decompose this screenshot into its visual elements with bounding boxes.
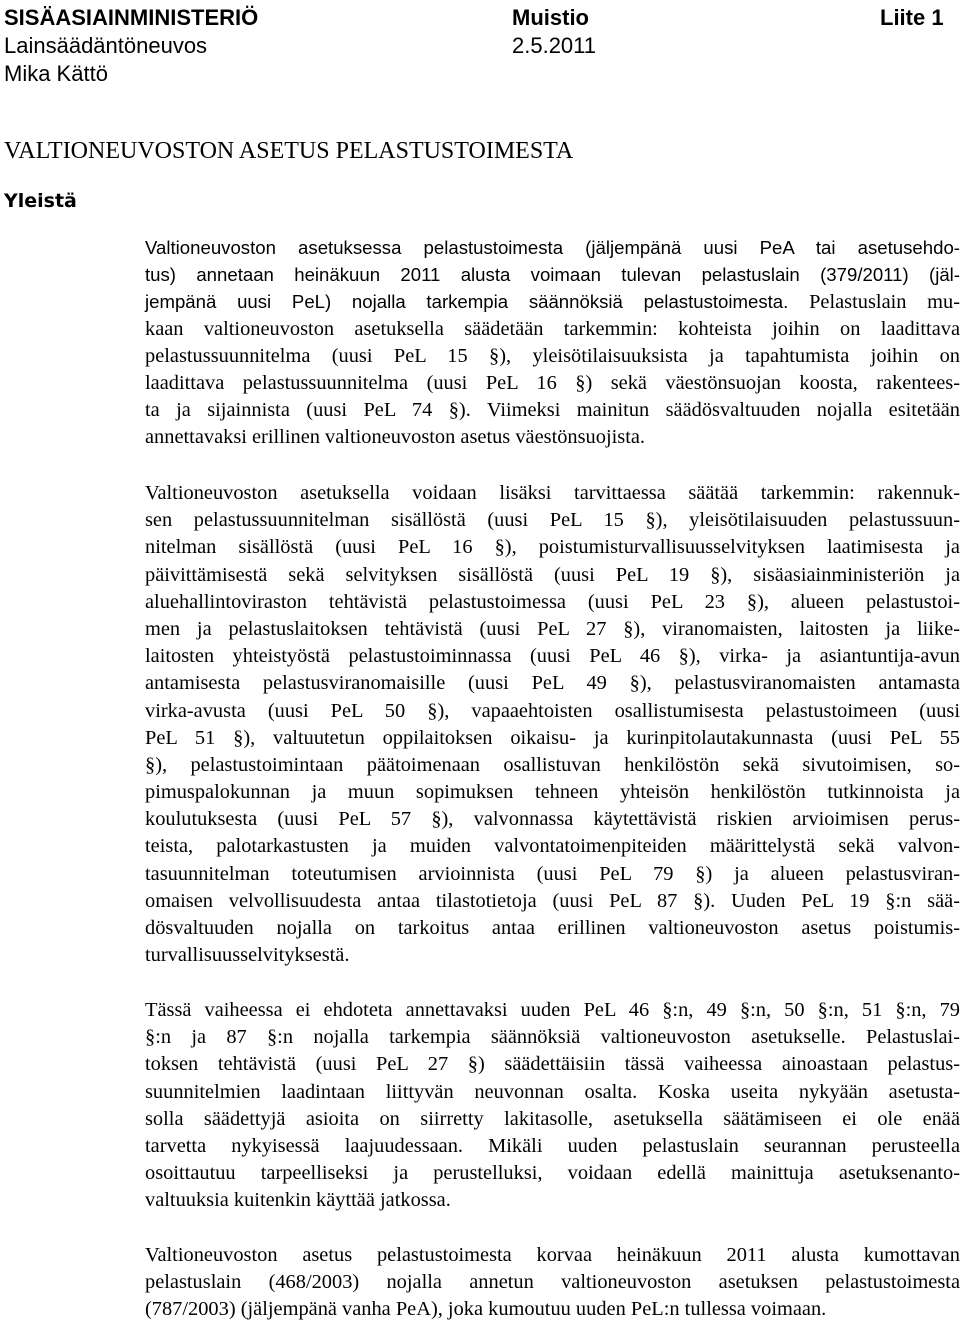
- text-line: [145, 316, 960, 343]
- text-line: [145, 1051, 960, 1078]
- attachment-label: Liite 1: [880, 5, 944, 30]
- text-segment: Valtioneuvoston asetuksella voidaan lisäksi tarvittaessa säätää tarkemmin: rakennuk-: [145, 482, 960, 504]
- text-segment: solla säädettyjä asioita on siirretty lakitasolle, asetuksella säätämiseen ei ole enää: [145, 1107, 960, 1130]
- text-line: [145, 1269, 960, 1296]
- text-line: [145, 643, 960, 670]
- text-segment: PeL 51 §), valtuutetun oppilaitoksen oikaisu- ja kurinpitolautakunnasta (uusi PeL 55: [145, 726, 960, 749]
- document-date: 2.5.2011: [512, 33, 597, 58]
- text-segment: kaan valtioneuvoston asetuksella säädetään tarkemmin: kohteista joihin on laadittava: [145, 317, 960, 340]
- text-line: [145, 534, 960, 561]
- text-segment: nitelman sisällöstä (uusi PeL 16 §), poistumisturvallisuusselvityksen laatimisesta ja: [145, 536, 960, 559]
- text-line: [145, 942, 960, 969]
- text-segment: antamisesta pelastusviranomaisille (uusi PeL 49 §), pelastusviranomaisten antamasta: [145, 672, 960, 695]
- text-line: [145, 562, 960, 589]
- text-segment: §:n ja 87 §:n nojalla tarkempia säännöksiä valtioneuvoston asetukselle. Pelastuslai-: [145, 1026, 960, 1049]
- text-segment: tarvetta nykyisessä laajuudessaan. Mikäli uuden pelastuslain seurannan perusteella: [145, 1134, 960, 1157]
- text-segment: tasuunnitelman toteutumisen arvioinnista (uusi PeL 79 §) ja alueen pelastusviran-: [145, 862, 960, 885]
- document-title: VALTIONEUVOSTON ASETUS PELASTUSTOIMESTA: [4, 138, 574, 164]
- text-line: [145, 507, 960, 534]
- text-line: [145, 1106, 960, 1133]
- text-line: [145, 698, 960, 725]
- text-line: [145, 888, 960, 915]
- unit-name: Lainsäädäntöneuvos: [4, 33, 208, 58]
- paragraph-1: [145, 234, 960, 452]
- text-line: [145, 1187, 960, 1214]
- text-line: [145, 616, 960, 643]
- text-segment: dösvaltuuden nojalla on tarkoitus antaa erillinen valtioneuvoston asetus poistumis-: [145, 917, 960, 939]
- text-segment: omaisen velvollisuudesta antaa tilastotietoja (uusi PeL 87 §). Uuden PeL 19 §:n sää-: [145, 889, 960, 912]
- text-segment: sen pelastussuunnitelman sisällöstä (uusi PeL 15 §), yleisötilaisuuden pelastussuun-: [145, 509, 960, 532]
- text-segment: suunnitelmien laadintaan liittyvän neuvonnan osalta. Koska useita nykyään asetusta-: [145, 1080, 960, 1103]
- text-line: [145, 806, 960, 833]
- text-line: [145, 779, 960, 806]
- text-line: [145, 261, 960, 288]
- text-line: [145, 1160, 960, 1187]
- text-line: [145, 670, 960, 697]
- text-line: [145, 861, 960, 888]
- author-name: Mika Kättö: [4, 61, 108, 86]
- text-line: [145, 725, 960, 752]
- text-segment: virka-avusta (uusi PeL 50 §), vapaaehtoisten osallistumisesta pelastustoimeen (uusi: [145, 699, 960, 722]
- text-segment: pelastussuunnitelma (uusi PeL 15 §), yleisötilaisuuksista ja tapahtumista joihin on: [145, 344, 960, 367]
- text-segment: laadittava pelastussuunnitelma (uusi PeL 16 §) sekä väestönsuojan koosta, rakentees-: [145, 371, 960, 394]
- text-line: [145, 1024, 960, 1051]
- paragraph-2: [145, 480, 960, 969]
- text-segment: turvallisuusselvityksestä.: [145, 944, 350, 967]
- text-segment: Tässä vaiheessa ei ehdoteta annettavaksi uuden PeL 46 §:n, 49 §:n, 50 §:n, 51 §:n, 79: [145, 999, 960, 1021]
- text-line: [145, 1242, 960, 1269]
- text-line: [145, 1079, 960, 1106]
- text-line: [145, 915, 960, 942]
- text-line: [145, 424, 960, 451]
- text-segment: jempänä uusi PeL) nojalla tarkempia säännöksiä pelastustoimesta.: [145, 291, 810, 313]
- ministry-name: SISÄASIAINMINISTERIÖ: [4, 5, 259, 30]
- paragraph-3: [145, 997, 960, 1215]
- text-segment: laitosten yhteistyöstä pelastustoiminnassa (uusi PeL 46 §), virka- ja asiantuntija-avun: [145, 645, 960, 668]
- text-segment: osoittautuu tarpeelliseksi ja perustelluksi, voidaan edellä mainittuja asetuksenanto-: [145, 1162, 960, 1185]
- text-line: [145, 480, 960, 507]
- text-segment: annettavaksi erillinen valtioneuvoston asetus väestönsuojista.: [145, 426, 646, 449]
- text-segment: (787/2003) (jäljempänä vanha PeA), joka kumoutuu uuden PeL:n tullessa voimaan.: [145, 1298, 827, 1321]
- text-segment: valtuuksia kuitenkin käyttää jatkossa.: [145, 1189, 451, 1212]
- text-segment: pelastuslain (468/2003) nojalla annetun valtioneuvoston asetuksen pelastustoimesta: [145, 1271, 960, 1294]
- text-segment: Valtioneuvoston asetus pelastustoimesta korvaa heinäkuun 2011 alusta kumottavan: [145, 1244, 960, 1266]
- text-segment: aluehallintoviraston tehtävistä pelastustoimessa (uusi PeL 23 §), alueen pelastustoi-: [145, 590, 960, 613]
- text-line: [145, 1133, 960, 1160]
- text-line: [145, 833, 960, 860]
- text-segment: ta ja sijainnista (uusi PeL 74 §). Viimeksi mainitun säädösvaltuuden nojalla esitetään: [145, 399, 960, 422]
- text-line: [145, 234, 960, 261]
- paragraph-4: [145, 1242, 960, 1324]
- text-segment: men ja pelastuslaitoksen tehtävistä (uusi PeL 27 §), viranomaisten, laitosten ja liike-: [145, 617, 960, 640]
- text-line: [145, 589, 960, 616]
- text-line: [145, 752, 960, 779]
- text-segment: Pelastuslain mu-: [809, 291, 960, 314]
- text-segment: pimuspalokunnan ja muun sopimuksen tehneen yhteisön henkilöstön tutkinnoista ja: [145, 781, 960, 804]
- text-segment: koulutuksesta (uusi PeL 57 §), valvonnassa käytettävistä riskien arvioimisen perus-: [145, 808, 960, 831]
- text-segment: päivittämisestä sekä selvityksen sisällöstä (uusi PeL 19 §), sisäasiainministeriön ja: [145, 563, 960, 586]
- text-line: [145, 343, 960, 370]
- text-line: [145, 997, 960, 1024]
- text-line: [145, 1296, 960, 1323]
- text-segment: teista, palotarkastusten ja muiden valvontatoimenpiteiden määrittelystä sekä valvon-: [145, 835, 960, 858]
- text-line: [145, 288, 960, 315]
- text-line: [145, 397, 960, 424]
- text-segment: Valtioneuvoston asetuksessa pelastustoimesta (jäljempänä uusi PeA tai asetusehdo-: [145, 237, 960, 258]
- text-segment: toksen tehtävistä (uusi PeL 27 §) säädettäisiin tässä vaiheessa ainoastaan pelastus-: [145, 1053, 960, 1076]
- text-line: [145, 370, 960, 397]
- text-segment: §), pelastustoimintaan päätoimenaan osallistuvan henkilöstön sekä sivutoimisen, so-: [145, 753, 960, 776]
- section-heading: Yleistä: [4, 190, 77, 212]
- text-segment: tus) annetaan heinäkuun 2011 alusta voimaan tulevan pelastuslain (379/2011) (jäl-: [145, 264, 960, 286]
- document-type: Muistio: [512, 5, 589, 30]
